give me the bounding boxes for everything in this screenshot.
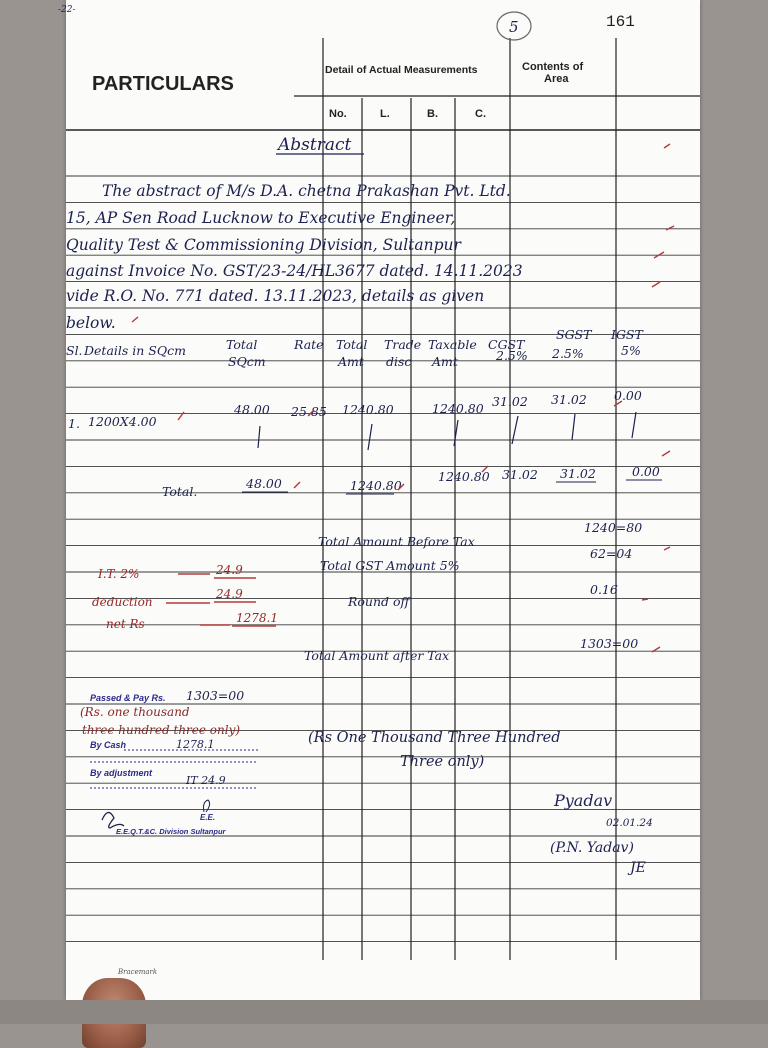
row-total-amt: 1240.80 xyxy=(342,402,394,417)
deduction-label: I.T. 2% xyxy=(98,567,140,581)
area-heading: Area xyxy=(544,73,569,85)
stamp-by-cash-value: 1278.1 xyxy=(176,738,215,751)
stamp-words-2: three hundred three only) xyxy=(82,723,241,737)
th-sgst: SGST xyxy=(556,327,592,342)
row-taxable: 1240.80 xyxy=(432,401,484,416)
summary-label: Round off xyxy=(348,594,410,609)
row-sl: 1. xyxy=(68,416,80,431)
amount-words-line-1: (Rs One Thousand Three Hundred xyxy=(308,730,561,746)
signature-block xyxy=(550,791,653,876)
abstract-title: Abstract xyxy=(278,135,352,155)
measurements-heading: Detail of Actual Measurements xyxy=(325,64,478,76)
summary-label: Total Amount after Tax xyxy=(304,648,450,663)
th-sgst-rate: 2.5% xyxy=(552,346,584,361)
column-b: B. xyxy=(427,108,438,120)
stamp-by-adjust: By adjustment xyxy=(90,768,153,778)
corner-mark: -22- xyxy=(58,5,76,15)
register-page xyxy=(58,0,700,1000)
column-c: C. xyxy=(475,108,486,120)
th-igst: IGST xyxy=(611,327,643,342)
th-cgst-rate: 2.5% xyxy=(496,348,528,363)
summary-label: Total Amount Before Tax xyxy=(318,534,475,549)
para-line: vide R.O. No. 771 dated. 13.11.2023, details as given xyxy=(66,287,485,305)
page-drawing xyxy=(58,0,700,1000)
next-page-edge xyxy=(0,1000,768,1024)
signatory-initials: JE xyxy=(630,860,646,876)
th-cgst: CGST xyxy=(488,337,525,352)
tax-summary xyxy=(304,520,642,663)
signature: Pyadav xyxy=(554,791,613,810)
deduction-value: 24.9 xyxy=(216,563,243,577)
summary-label: Total GST Amount 5% xyxy=(320,558,460,573)
th-amt2: Amt xyxy=(432,354,458,369)
stamp-passed: Passed & Pay Rs. xyxy=(90,693,166,703)
total-sqcm: 48.00 xyxy=(246,476,282,491)
para-line: The abstract of M/s D.A. chetna Prakashan Pvt. Ltd. xyxy=(102,182,511,200)
th-rate: Rate xyxy=(294,337,324,352)
para-line: against Invoice No. GST/23-24/HL3677 dated. 14.11.2023 xyxy=(66,262,523,280)
th-sqcm: SQcm xyxy=(228,354,266,369)
stamp-ee: E.E. xyxy=(200,813,216,822)
signature-date: 02.01.24 xyxy=(606,817,653,829)
row-cgst: 31.02 xyxy=(492,394,528,409)
column-l: L. xyxy=(380,108,390,120)
total-taxable: 1240.80 xyxy=(438,469,490,484)
th-details: Details in SQcm xyxy=(84,343,186,358)
deduction-label: deduction xyxy=(92,595,153,609)
deductions xyxy=(92,563,278,631)
stamp-by-adjust-value: IT 24.9 xyxy=(186,774,226,787)
row-igst: 0.00 xyxy=(614,388,642,403)
para-line: 15, AP Sen Road Lucknow to Executive Engineer, xyxy=(66,209,456,227)
deduction-value: 1278.1 xyxy=(236,611,278,625)
row-sgst: 31.02 xyxy=(551,392,587,407)
th-sl: Sl. xyxy=(66,343,83,358)
stamp-words: (Rs. one thousand xyxy=(80,705,190,719)
column-no: No. xyxy=(329,108,347,120)
row-total-sqcm: 48.00 xyxy=(234,402,270,417)
signatory-name: (P.N. Yadav) xyxy=(550,840,634,856)
deduction-value: 24.9 xyxy=(216,587,243,601)
th-taxable: Taxable xyxy=(428,337,477,352)
summary-value: 62=04 xyxy=(590,546,633,561)
total-sgst: 31.02 xyxy=(560,466,596,481)
payment-stamp xyxy=(80,688,258,836)
para-line: Quality Test & Commissioning Division, Sultanpur xyxy=(66,236,461,254)
th-total-amt: Total xyxy=(336,337,368,352)
th-amt: Amt xyxy=(338,354,364,369)
row-details: 1200X4.00 xyxy=(88,414,157,429)
stamp-office: E.E.Q.T.&C. Division Sultanpur xyxy=(116,827,226,836)
total-igst: 0.00 xyxy=(632,464,660,479)
abstract-paragraph xyxy=(66,182,523,332)
row-rate: 25.85 xyxy=(291,404,327,419)
total-row xyxy=(162,464,662,499)
stamp-by-cash: By Cash xyxy=(90,740,127,750)
stamp-ee-initials xyxy=(204,800,210,812)
total-label: Total. xyxy=(162,484,198,499)
stamp-passed-value: 1303=00 xyxy=(186,688,245,703)
amount-words-line-2: Three only) xyxy=(400,754,485,770)
total-amt: 1240.80 xyxy=(350,478,402,493)
th-trade: Trade xyxy=(384,337,422,352)
table-header xyxy=(66,327,644,369)
summary-value: 1303=00 xyxy=(580,636,639,651)
stamp-signature xyxy=(102,812,124,828)
page-number: 161 xyxy=(606,13,635,31)
summary-value: 1240=80 xyxy=(584,520,643,535)
particulars-heading: PARTICULARS xyxy=(92,73,234,95)
circled-number: 5 xyxy=(509,18,519,36)
footer-brand: Bracemark xyxy=(118,968,158,976)
th-total: Total xyxy=(226,337,258,352)
th-disc: disc xyxy=(386,354,412,369)
th-igst-rate: 5% xyxy=(621,343,641,358)
table-row xyxy=(68,388,642,450)
contents-heading: Contents of xyxy=(522,61,584,73)
summary-value: 0.16 xyxy=(590,582,618,597)
total-cgst: 31.02 xyxy=(502,467,538,482)
para-line: below. xyxy=(66,314,116,332)
deduction-label: net Rs xyxy=(106,617,145,631)
